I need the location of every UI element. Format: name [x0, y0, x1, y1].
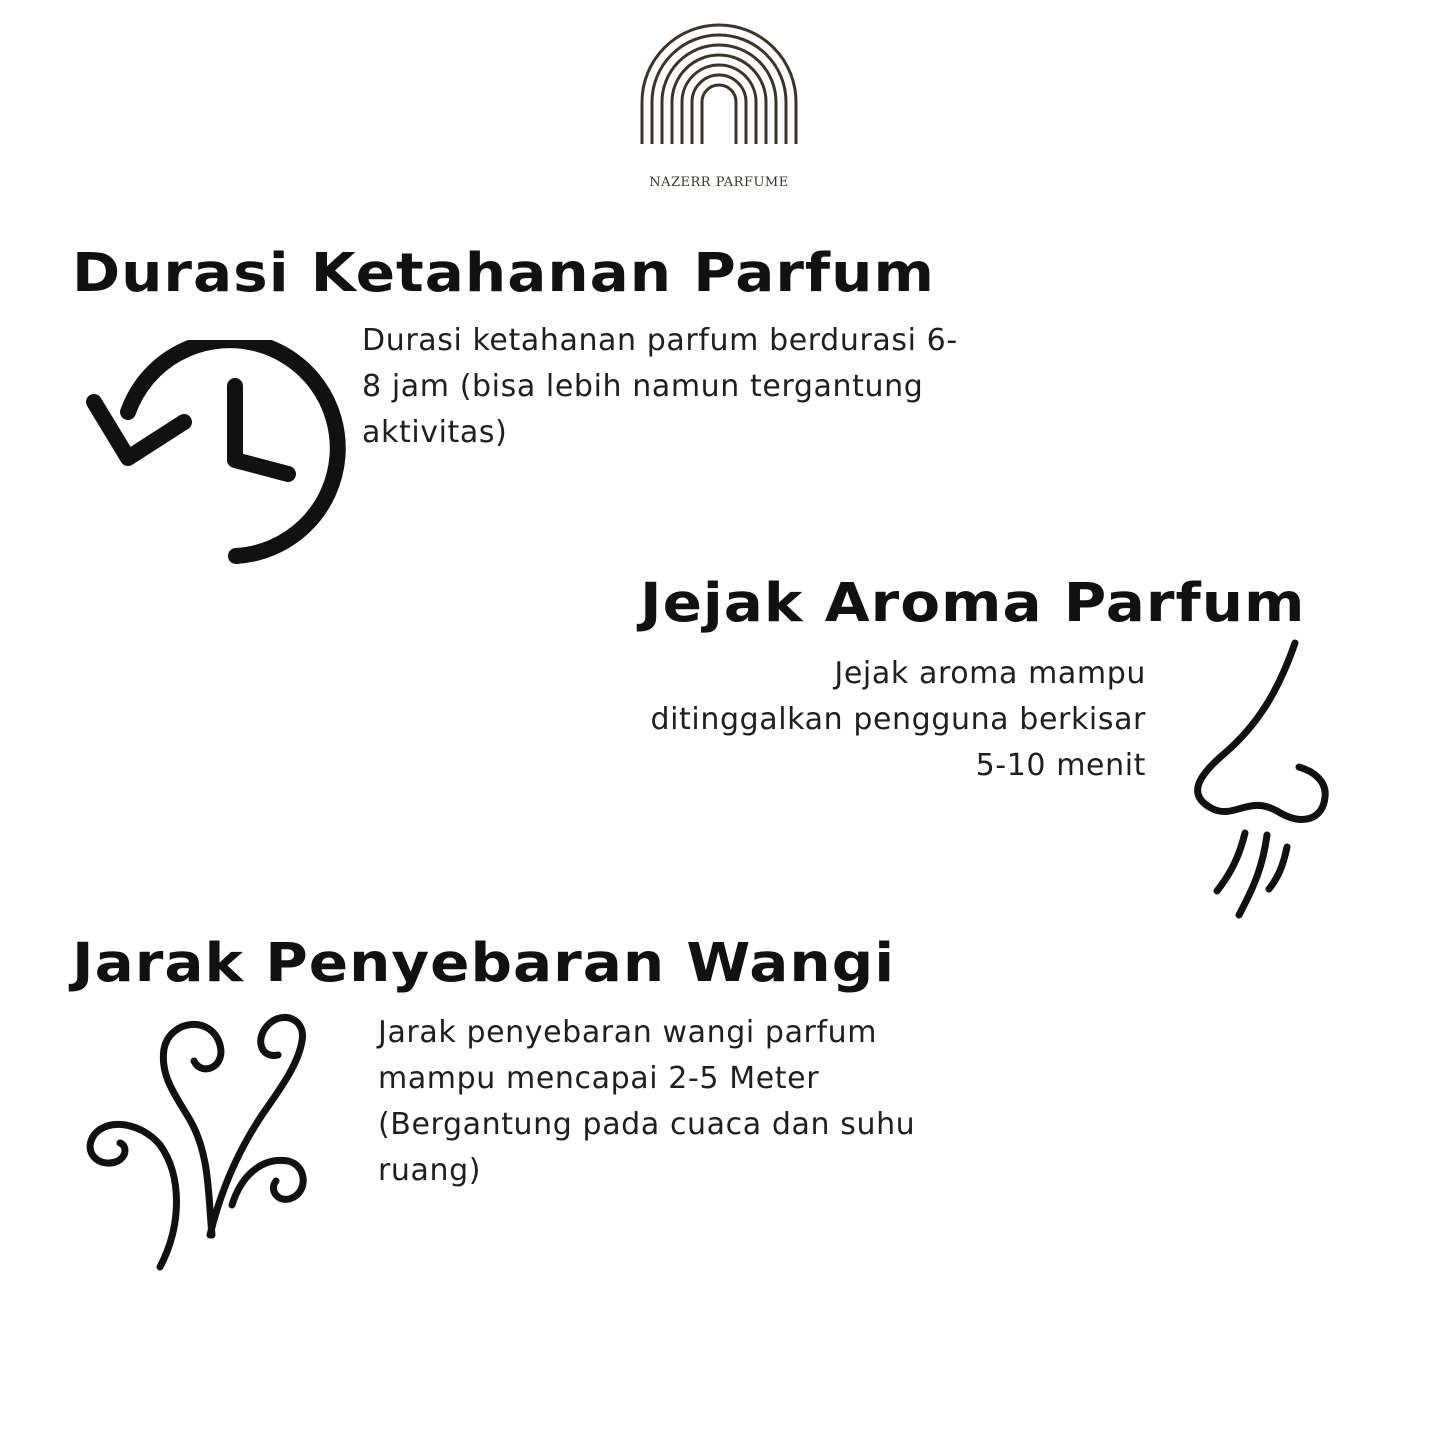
text-line: Durasi ketahanan parfum berdurasi 6-	[362, 323, 958, 358]
wind-swirl-icon	[82, 1005, 322, 1280]
section-text-jarak	[378, 1010, 915, 1194]
text-line: mampu mencapai 2-5 Meter	[378, 1061, 820, 1096]
rainbow-arch-icon	[630, 20, 808, 150]
text-line: aktivitas)	[362, 415, 508, 450]
text-line: Jarak penyebaran wangi parfum	[378, 1015, 878, 1050]
section-title-jarak: Jarak Penyebaran Wangi	[72, 931, 896, 994]
text-line: Jejak aroma mampu	[834, 656, 1146, 691]
clock-history-icon	[80, 340, 360, 575]
section-text-durasi	[362, 318, 958, 456]
text-line: (Bergantung pada cuaca dan suhu	[378, 1107, 916, 1142]
text-line: ruang)	[378, 1153, 482, 1188]
section-title-jejak: Jejak Aroma Parfum	[640, 571, 1306, 634]
text-line: 5-10 menit	[975, 748, 1146, 783]
section-title-durasi: Durasi Ketahanan Parfum	[72, 241, 935, 304]
text-line: 8 jam (bisa lebih namun tergantung	[362, 369, 924, 404]
nose-smell-icon	[1185, 635, 1345, 940]
brand-name: NAZERR PARFUME	[649, 175, 789, 190]
section-text-jejak	[650, 651, 1146, 789]
text-line: ditinggalkan pengguna berkisar	[650, 702, 1146, 737]
brand-logo	[630, 20, 808, 190]
